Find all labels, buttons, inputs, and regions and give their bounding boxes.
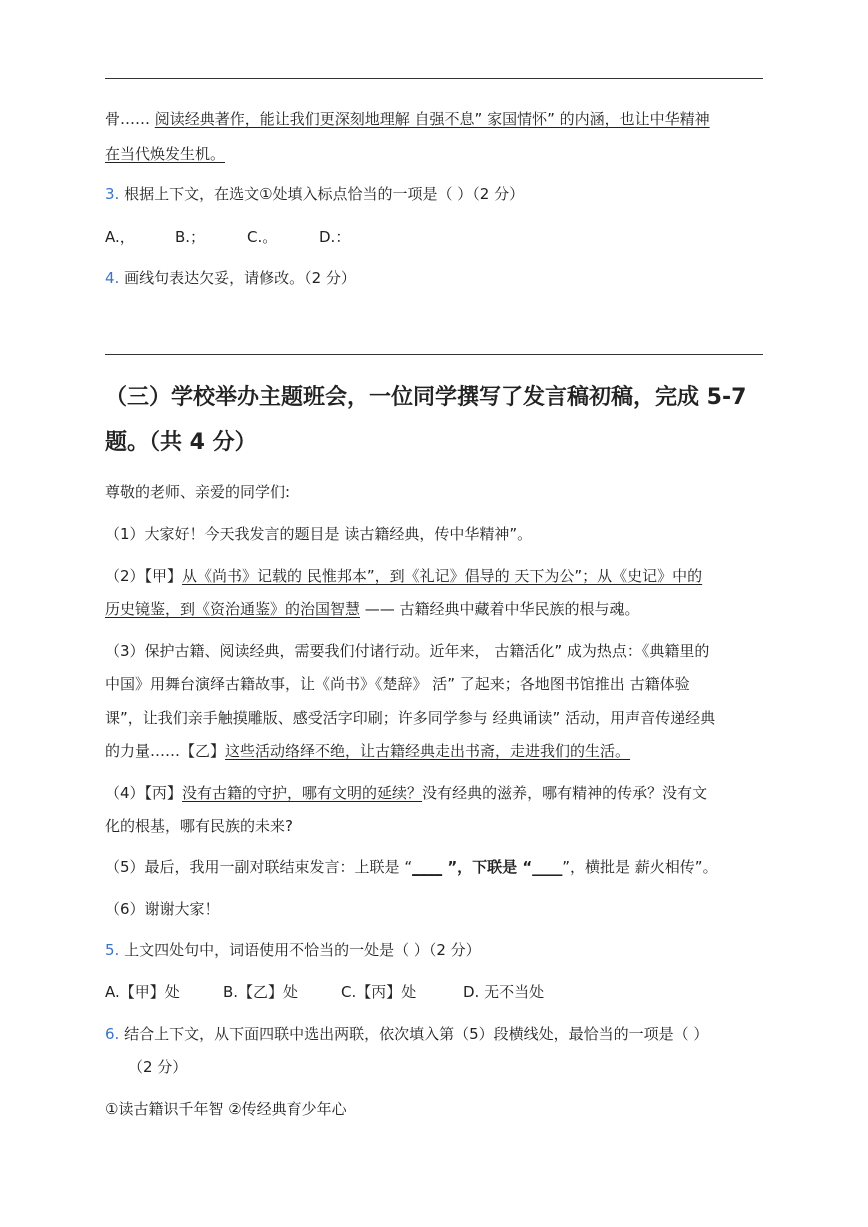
option-b: B.【乙】处: [223, 983, 299, 1001]
question-4: [105, 267, 356, 289]
paragraph-5: [105, 856, 718, 878]
paragraph-text: （5）最后，我用一副对联结束发言：上联是 “: [105, 858, 413, 876]
underlined-sentence: 阅读经典著作，能让我们更深刻地理解 自强不息” 家国情怀” 的内涵，也让中华精神: [154, 110, 710, 128]
underlined-sentence-end: 历史镜鉴，到《资治通鉴》的治国智慧: [105, 600, 361, 618]
section-divider: [105, 354, 763, 355]
underlined-sentence: 没有古籍的守护，哪有文明的延续？: [182, 784, 423, 802]
paragraph-3-line3: 课”，让我们亲手触摸雕版、感受活字印刷；许多同学参与 经典诵读” 活动，用声音传递经典: [105, 709, 716, 727]
salutation: 尊敬的老师、亲爱的同学们:: [105, 483, 291, 501]
question-6: [105, 1023, 708, 1045]
option-a: A.，: [105, 228, 135, 246]
option-b: B.；: [175, 228, 206, 246]
paragraph-text-bold: ”，下联是 “: [442, 858, 533, 876]
question-text: 画线句表达欠妥，请修改。（2 分）: [119, 269, 356, 287]
marker-jia: （2）【甲】: [105, 567, 183, 585]
question-text: 根据上下文，在选文①处填入标点恰当的一项是（ ）（2 分）: [119, 185, 525, 203]
paragraph-4-line2: 化的根基，哪有民族的未来?: [105, 817, 293, 835]
question-text: 上文四处句中，词语使用不恰当的一处是（ ）（2 分）: [119, 941, 481, 959]
question-number: 4.: [105, 269, 120, 287]
paragraph-text: ”，横批是 薪火相传”。: [562, 858, 718, 876]
section-heading: （三）学校举办主题班会，一位同学撰写了发言稿初稿，完成 5-7: [105, 385, 747, 410]
option-c: C.。: [247, 228, 278, 246]
question-number: 3.: [105, 185, 120, 203]
paragraph-2-line2: [105, 598, 640, 620]
question-number: 6.: [105, 1025, 120, 1043]
section-heading-cont: 题。（共 4 分）: [105, 430, 257, 455]
question-6-score: （2 分）: [128, 1058, 188, 1076]
paragraph-3-line2: 中国》用舞台演绎古籍故事，让《尚书》《楚辞》 活” 了起来；各地图书馆推出 古籍体验: [105, 675, 690, 693]
question-number: 5.: [105, 941, 120, 959]
paragraph-4-line1: [105, 782, 707, 804]
paragraph-text: 的力量……【乙】: [105, 742, 226, 760]
option-c: C.【丙】处: [341, 983, 417, 1001]
question-3: [105, 183, 524, 205]
question-5: [105, 939, 481, 961]
top-divider: [105, 78, 763, 79]
paragraph-text: —— 古籍经典中藏着中华民族的根与魂。: [360, 600, 640, 618]
couplet-options: ①读古籍识千年智 ②传经典育少年心: [105, 1100, 347, 1118]
question-5-options: [105, 981, 544, 1003]
paragraph-text: 没有经典的滋养，哪有精神的传承？没有文: [422, 784, 708, 802]
paragraph-3-line1: （3）保护古籍、阅读经典，需要我们付诸行动。近年来， 古籍活化” 成为热点：《典籍里的: [105, 642, 710, 660]
blank-upper-couplet: ____: [412, 858, 443, 876]
top-tail-prefix: 骨……: [105, 110, 155, 128]
top-tail-line1: [105, 108, 710, 130]
option-a: A.【甲】处: [105, 983, 180, 1001]
blank-lower-couplet: ____: [532, 858, 563, 876]
paragraph-3-line4: [105, 740, 630, 762]
paragraph-6: （6）谢谢大家！: [105, 900, 220, 918]
marker-bing: （4）【丙】: [105, 784, 183, 802]
question-text: 结合上下文，从下面四联中选出两联，依次填入第（5）段横线处，最恰当的一项是（ ）: [119, 1025, 709, 1043]
paragraph-2-line1: [105, 565, 702, 587]
option-d: D. 无不当处: [463, 983, 545, 1001]
underlined-sentence-end: 在当代焕发生机。: [105, 145, 226, 163]
underlined-sentence: 从《尚书》记载的 民惟邦本”，到《礼记》倡导的 天下为公”；从《史记》中的: [182, 567, 703, 585]
top-tail-line2: [105, 143, 225, 165]
underlined-sentence: 这些活动络绎不绝，让古籍经典走出书斋，走进我们的生活。: [225, 742, 631, 760]
option-d: D.：: [319, 228, 351, 246]
paragraph-1: （1）大家好！今天我发言的题目是 读古籍经典，传中华精神”。: [105, 525, 533, 543]
question-3-options: [105, 226, 350, 248]
